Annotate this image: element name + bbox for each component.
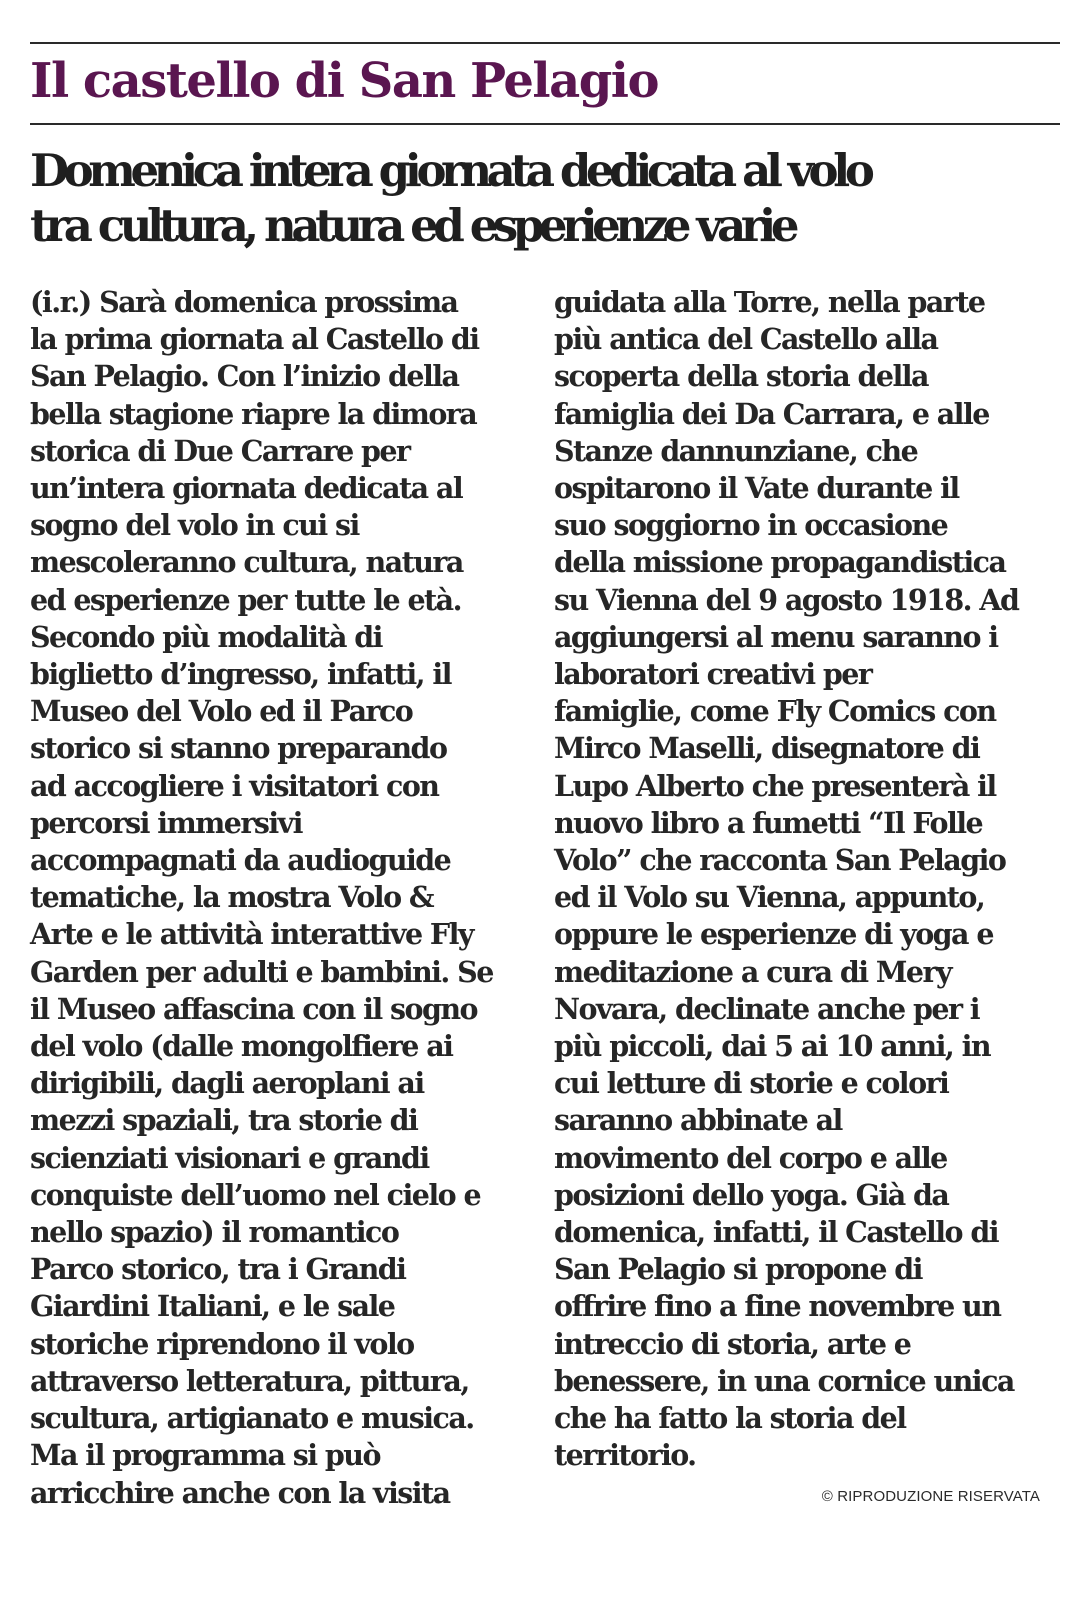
article-text-line: movimento del corpo e alle [554,1140,947,1175]
article-text-line: (i.r.) Sarà domenica prossima [30,285,458,319]
article-text-line: domenica, infatti, il Castello di [554,1215,998,1250]
article-text-line: territorio. [554,1438,696,1473]
article-text-line: aggiungersi al menu saranno i [554,619,998,654]
article-text-line: la prima giornata al Castello di [30,322,479,357]
article-text-line: benessere, in una cornice unica [554,1363,1014,1398]
article-text-line: scoperta della storia della [554,359,928,394]
headline-line: tra cultura, natura ed esperienze varie [30,199,795,252]
article-column-left [30,284,530,1512]
top-divider [30,42,1060,44]
article-text-line: mezzi spaziali, tra storie di [30,1103,418,1138]
article-text-line: più piccoli, dai 5 ai 10 anni, in [554,1029,991,1064]
article-text-line: scienziati visionari e grandi [30,1140,429,1175]
article-text-line: storiche riprendono il volo [30,1326,414,1361]
article-text-line: meditazione a cura di Mery [554,954,951,989]
article-text-line: famiglie, come Fly Comics con [554,694,996,729]
article-text-line: Museo del Volo ed il Parco [30,694,413,729]
article-text-line: saranno abbinate al [554,1103,842,1138]
article-text-line: Novara, declinate anche per i [554,991,980,1026]
article-text-line: attraverso letteratura, pittura, [30,1363,469,1398]
article-text-line: nuovo libro a fumetti “Il Folle [554,805,983,840]
article-text-line: su Vienna del 9 agosto 1918. Ad [554,582,1019,617]
article-text-line: conquiste dell’uomo nel cielo e [30,1177,481,1212]
article-text-line: oppure le esperienze di yoga e [554,917,993,952]
article-text-line: cui letture di storie e colori [554,1066,949,1101]
article-text-line: il Museo affascina con il sogno [30,991,477,1026]
article-text-line: storica di Due Carrare per [30,433,410,468]
article-text-line: arricchire anche con la visita [30,1475,450,1510]
article-headline [30,143,1060,253]
article-text-line: Garden per adulti e bambini. Se [30,954,493,989]
article-text-line: scultura, artigianato e musica. [30,1401,474,1436]
article-text-line: più antica del Castello alla [554,322,938,357]
article-text-line: posizioni dello yoga. Già da [554,1177,949,1212]
headline-line: Domenica intera giornata dedicata al volo [30,144,870,197]
article-text-line: nello spazio) il romantico [30,1215,399,1250]
article-text-line: famiglia dei Da Carrara, e alle [554,396,989,431]
article-text-line: Lupo Alberto che presenterà il [554,768,996,803]
article-text-line: Volo” che racconta San Pelagio [554,843,1006,878]
article-text-line: Arte e le attività interattive Fly [30,917,473,952]
newspaper-article [30,0,1060,1621]
article-text-line: dirigibili, dagli aeroplani ai [30,1066,424,1101]
article-text-line: storico si stanno preparando [30,731,447,766]
article-text-line: Giardini Italiani, e le sale [30,1289,395,1324]
article-text-line: Stanze dannunziane, che [554,433,918,468]
article-text-line: suo soggiorno in occasione [554,508,948,543]
article-text-line: Ma il programma si può [30,1438,380,1473]
article-text-line: bella stagione riapre la dimora [30,396,477,431]
kicker-divider [30,123,1060,125]
article-text-line: accompagnati da audioguide [30,843,451,878]
article-text-line: percorsi immersivi [30,805,302,840]
article-text-line: sogno del volo in cui si [30,508,359,543]
article-text-line: guidata alla Torre, nella parte [554,285,985,319]
article-text-line: ed esperienze per tutte le età. [30,582,461,617]
article-text-line: laboratori creativi per [554,657,872,692]
article-text-line: intreccio di storia, arte e [554,1326,911,1361]
article-text-line: San Pelagio si propone di [554,1252,922,1287]
article-text-line: offrire fino a fine novembre un [554,1289,1001,1324]
article-text-line: che ha fatto la storia del [554,1401,906,1436]
article-text-line: tematiche, la mostra Volo & [30,880,434,915]
article-text-line: un’intera giornata dedicata al [30,471,463,506]
copyright-notice: © RIPRODUZIONE RISERVATA [821,1488,1040,1505]
article-column-right [554,284,1054,1475]
article-text-line: Parco storico, tra i Grandi [30,1252,406,1287]
article-text-line: biglietto d’ingresso, infatti, il [30,657,451,692]
article-text-line: del volo (dalle mongolfiere ai [30,1029,453,1064]
article-text-line: ospitarono il Vate durante il [554,471,959,506]
article-text-line: mescoleranno cultura, natura [30,545,463,580]
article-text-line: ed il Volo su Vienna, appunto, [554,880,985,915]
article-text-line: San Pelagio. Con l’inizio della [30,359,459,394]
section-kicker: Il castello di San Pelagio [30,53,659,109]
article-text-line: ad accogliere i visitatori con [30,768,439,803]
article-text-line: Secondo più modalità di [30,619,382,654]
article-text-line: della missione propagandistica [554,545,1006,580]
article-text-line: Mirco Maselli, disegnatore di [554,731,980,766]
